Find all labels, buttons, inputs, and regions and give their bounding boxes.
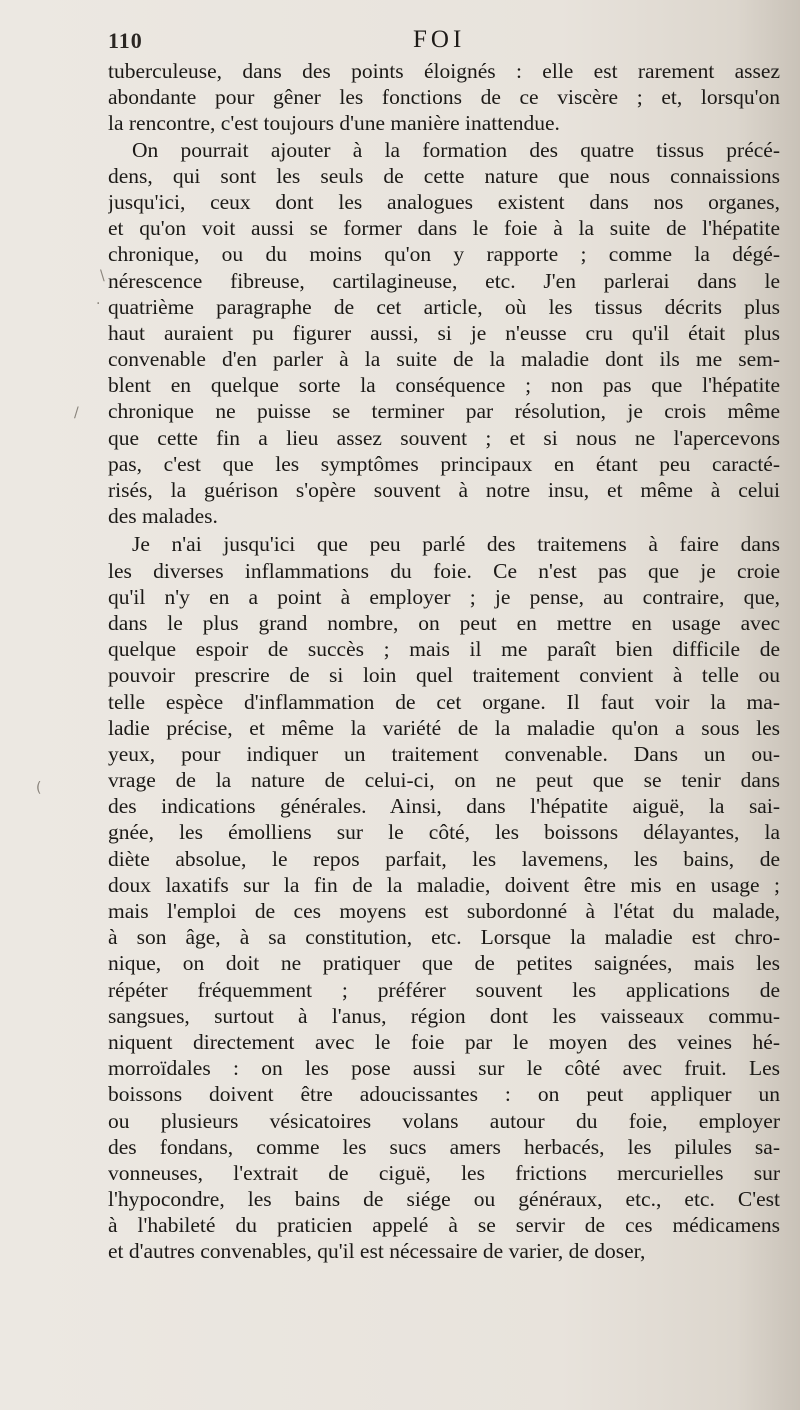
margin-pencil-mark: \ — [100, 268, 105, 284]
margin-pencil-mark: / — [74, 405, 79, 421]
text-line: convenable d'en parler à la suite de la maladie dont ils me sem- — [108, 347, 780, 372]
text-line: vonneuses, l'extrait de ciguë, les frictions mercurielles sur — [108, 1160, 780, 1185]
text-line: nérescence fibreuse, cartilagineuse, etc. J'en parlerai dans le — [108, 268, 780, 293]
text-line: les diverses inflammations du foie. Ce n'est pas que je croie — [108, 558, 780, 583]
text-line: des indications générales. Ainsi, dans l'hépatite aiguë, la sai- — [108, 794, 780, 819]
text-line: répéter fréquemment ; préférer souvent les applications de — [108, 977, 780, 1002]
text-line: doux laxatifs sur la fin de la maladie, doivent être mis en usage ; — [108, 872, 780, 897]
text-line: vrage de la nature de celui-ci, on ne peut que se tenir dans — [108, 768, 780, 793]
text-line: telle espèce d'inflammation de cet organe. Il faut voir la ma- — [108, 689, 780, 714]
text-line: ladie précise, et même la variété de la maladie qu'on a sous les — [108, 715, 780, 740]
page-number: 110 — [108, 28, 143, 53]
text-line: tuberculeuse, dans des points éloignés : elle est rarement assez — [108, 59, 780, 83]
text-line: dens, qui sont les seuls de cette nature que nous connaissions — [108, 163, 780, 188]
text-line: et qu'on voit aussi se former dans le foie à la suite de l'hépatite — [108, 216, 780, 241]
text-line: yeux, pour indiquer un traitement convenable. Dans un ou- — [108, 741, 780, 766]
text-line: boissons doivent être adoucissantes : on peut appliquer un — [108, 1082, 780, 1107]
text-line: niquent directement avec le foie par le moyen des veines hé- — [108, 1029, 780, 1054]
text-line: chronique, ou du moins qu'on y rapporte ; comme la dégé- — [108, 242, 780, 267]
text-line: gnée, les émolliens sur le côté, les boissons délayantes, la — [108, 820, 780, 845]
text-line: la rencontre, c'est toujours d'une manière inattendue. — [108, 111, 560, 136]
text-line: des malades. — [108, 504, 218, 529]
text-line: mais l'emploi de ces moyens est subordonné à l'état du malade, — [108, 899, 780, 923]
text-line: des fondans, comme les sucs amers herbacés, les pilules sa- — [108, 1134, 780, 1159]
paragraph-continuation — [108, 58, 780, 137]
text-line: jusqu'ici, ceux dont les analogues existent dans nos organes, — [108, 189, 780, 214]
text-line: pouvoir prescrire de si loin quel traitement convient à telle ou — [108, 663, 780, 688]
text-line: quatrième paragraphe de cet article, où les tissus décrits plus — [108, 294, 780, 319]
running-title: FOI — [413, 26, 466, 53]
paragraph-traitemens — [108, 531, 780, 1264]
text-line: pas, c'est que les symptômes principaux en étant peu caracté- — [108, 451, 780, 476]
text-line: à son âge, à sa constitution, etc. Lorsque la maladie est chro- — [108, 925, 780, 950]
margin-pencil-mark: ( — [36, 780, 42, 796]
text-line: On pourrait ajouter à la formation des quatre tissus précé- — [132, 137, 780, 162]
text-line: et d'autres convenables, qu'il est nécessaire de varier, de doser, — [108, 1239, 646, 1264]
body-text — [108, 58, 780, 1265]
text-line: dans le plus grand nombre, on peut en mettre en usage avec — [108, 610, 780, 635]
text-line: Je n'ai jusqu'ici que peu parlé des traitemens à faire dans — [132, 532, 780, 557]
text-line: que cette fin a lieu assez souvent ; et si nous ne l'apercevons — [108, 425, 780, 450]
text-line: l'hypocondre, les bains de siége ou généraux, etc., etc. C'est — [108, 1187, 780, 1212]
margin-pencil-mark: · — [96, 296, 101, 312]
text-line: diète absolue, le repos parfait, les lavemens, les bains, de — [108, 846, 780, 871]
text-line: sangsues, surtout à l'anus, région dont les vaisseaux commu- — [108, 1003, 780, 1028]
text-line: risés, la guérison s'opère souvent à notre insu, et même à celui — [108, 478, 780, 502]
text-line: quelque espoir de succès ; mais il me paraît bien difficile de — [108, 637, 780, 662]
paragraph-tissus — [108, 137, 780, 530]
text-line: morroïdales : on les pose aussi sur le côté avec fruit. Les — [108, 1056, 780, 1081]
text-line: qu'il n'y en a point à employer ; je pense, au contraire, que, — [108, 584, 780, 609]
text-line: haut auraient pu figurer aussi, si je n'eusse cru qu'il était plus — [108, 320, 780, 345]
text-line: à l'habileté du praticien appelé à se servir de ces médicamens — [108, 1213, 780, 1238]
text-line: ou plusieurs vésicatoires volans autour du foie, employer — [108, 1108, 780, 1133]
text-line: abondante pour gêner les fonctions de ce viscère ; et, lorsqu'on — [108, 85, 780, 110]
text-line: nique, on doit ne pratiquer que de petites saignées, mais les — [108, 951, 780, 976]
text-line: blent en quelque sorte la conséquence ; non pas que l'hépatite — [108, 373, 780, 398]
text-line: chronique ne puisse se terminer par résolution, je crois même — [108, 399, 780, 424]
